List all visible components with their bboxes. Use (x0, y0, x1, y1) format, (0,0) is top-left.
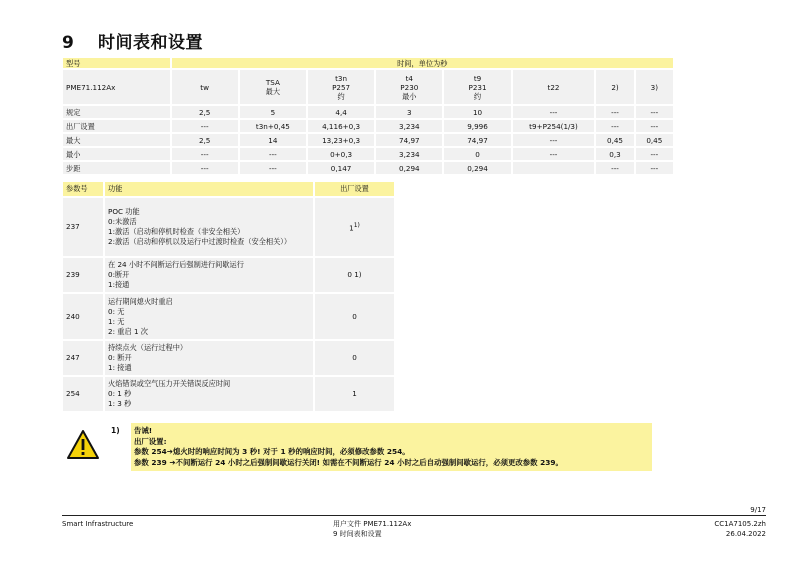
timing-row-factory (62, 119, 674, 133)
param-header-number: 参数号 (62, 181, 104, 197)
row-label: 步距 (62, 161, 171, 175)
cell: --- (595, 105, 634, 119)
param-function: 持续点火（运行过程中） 0: 断开 1: 接通 (104, 340, 314, 376)
cell: --- (595, 119, 634, 133)
row-label: 规定 (62, 105, 171, 119)
cell: 10 (443, 105, 511, 119)
parameter-table (62, 181, 395, 412)
cell: 4,4 (307, 105, 375, 119)
cell: --- (171, 119, 239, 133)
cell: 0,45 (635, 133, 674, 147)
param-factory: 0 1) (314, 257, 395, 293)
timing-header-right: 时间，单位为秒 (171, 57, 674, 69)
cell: 9,996 (443, 119, 511, 133)
cell: --- (595, 161, 634, 175)
cell: 0,294 (375, 161, 443, 175)
param-row-240 (62, 293, 395, 340)
cell: 3,234 (375, 119, 443, 133)
cell: 14 (239, 133, 307, 147)
footer-divider (62, 515, 766, 516)
cell: 2,5 (171, 133, 239, 147)
note-line: 出厂设置: (134, 436, 167, 446)
cell: 74,97 (375, 133, 443, 147)
warning-triangle-icon (66, 429, 100, 461)
col-header-tsa: TSA 最大 (239, 69, 307, 105)
cell: --- (512, 105, 596, 119)
param-row-239 (62, 257, 395, 293)
col-header-note2: 2) (595, 69, 634, 105)
row-label: 出厂设置 (62, 119, 171, 133)
param-number: 254 (62, 376, 104, 412)
col-header-t3n: t3n P257 约 (307, 69, 375, 105)
param-row-247 (62, 340, 395, 376)
cell: --- (635, 161, 674, 175)
cell: t3n+0,45 (239, 119, 307, 133)
timing-row-min (62, 147, 674, 161)
timing-row-step (62, 161, 674, 175)
cell: 0,45 (595, 133, 634, 147)
param-number: 237 (62, 197, 104, 257)
col-header-t4: t4 P230 最小 (375, 69, 443, 105)
note-line: 参数 254➔熄火时的响应时间为 3 秒! 对于 1 秒的响应时间，必须修改参数 254。 (134, 447, 410, 456)
cell: --- (171, 147, 239, 161)
param-factory: 0 (314, 340, 395, 376)
warning-note (131, 423, 652, 471)
cell: 2,5 (171, 105, 239, 119)
cell: --- (635, 105, 674, 119)
cell: 3,234 (375, 147, 443, 161)
row-label: 最大 (62, 133, 171, 147)
cell (512, 161, 596, 175)
cell: 4,116+0,3 (307, 119, 375, 133)
section-number: 9 (62, 33, 75, 53)
cell: 13,23+0,3 (307, 133, 375, 147)
col-header-note3: 3) (635, 69, 674, 105)
cell: 0 (443, 147, 511, 161)
cell: --- (239, 147, 307, 161)
row-label: 最小 (62, 147, 171, 161)
param-function: 运行期间熄火时重启 0: 无 1: 无 2: 重启 1 次 (104, 293, 314, 340)
cell: 0,294 (443, 161, 511, 175)
cell: 0,3 (595, 147, 634, 161)
cell: --- (635, 147, 674, 161)
page-number: 9/17 (750, 506, 766, 514)
param-number: 239 (62, 257, 104, 293)
section-heading (62, 28, 203, 53)
param-header-factory: 出厂设置 (314, 181, 395, 197)
timing-header-left: 型号 (62, 57, 171, 69)
param-function: 火焰错误或空气压力开关错误反应时间 0: 1 秒 1: 3 秒 (104, 376, 314, 412)
col-header-t22: t22 (512, 69, 596, 105)
cell: t9+P254(1/3) (512, 119, 596, 133)
cell: 0,147 (307, 161, 375, 175)
cell: --- (512, 133, 596, 147)
cell: 5 (239, 105, 307, 119)
cell: --- (635, 119, 674, 133)
param-header-function: 功能 (104, 181, 314, 197)
param-function: 在 24 小时不间断运行后强制进行间歇运行 0:断开 1:接通 (104, 257, 314, 293)
timing-table (62, 57, 674, 175)
timing-row-spec (62, 105, 674, 119)
footer-middle: 用户文件 PME71.112Ax 9 时间表和设置 (333, 520, 412, 538)
note-line: 告诫! (134, 426, 153, 435)
param-factory: 0 (314, 293, 395, 340)
param-function: POC 功能 0:未激活 1:激活（启动和停机时检查（非安全相关） 2:激活（启动和停机以及运行中过渡时检查（安全相关）） (104, 197, 314, 257)
footer-right: CC1A7105.2zh 26.04.2022 (714, 520, 766, 538)
note-marker: 1) (111, 426, 120, 435)
cell: 0+0,3 (307, 147, 375, 161)
cell: --- (171, 161, 239, 175)
footer-left: Smart Infrastructure (62, 520, 134, 528)
cell: 74,97 (443, 133, 511, 147)
note-line: 参数 239 ➔不间断运行 24 小时之后强制间歇运行关闭! 如需在不间断运行 24 小时之后自动强制间歇运行，必须更改参数 239。 (134, 457, 563, 467)
param-factory: 1$^{1)}$ (314, 197, 395, 257)
param-number: 240 (62, 293, 104, 340)
col-header-t9: t9 P231 约 (443, 69, 511, 105)
col-header-tw: tw (171, 69, 239, 105)
param-factory: 1 (314, 376, 395, 412)
param-number: 247 (62, 340, 104, 376)
cell: --- (239, 161, 307, 175)
cell: 3 (375, 105, 443, 119)
section-title: 时间表和设置 (98, 33, 203, 53)
param-row-254 (62, 376, 395, 412)
param-row-237 (62, 197, 395, 257)
model-cell: PME71.112Ax (62, 69, 171, 105)
timing-row-max (62, 133, 674, 147)
cell: --- (512, 147, 596, 161)
